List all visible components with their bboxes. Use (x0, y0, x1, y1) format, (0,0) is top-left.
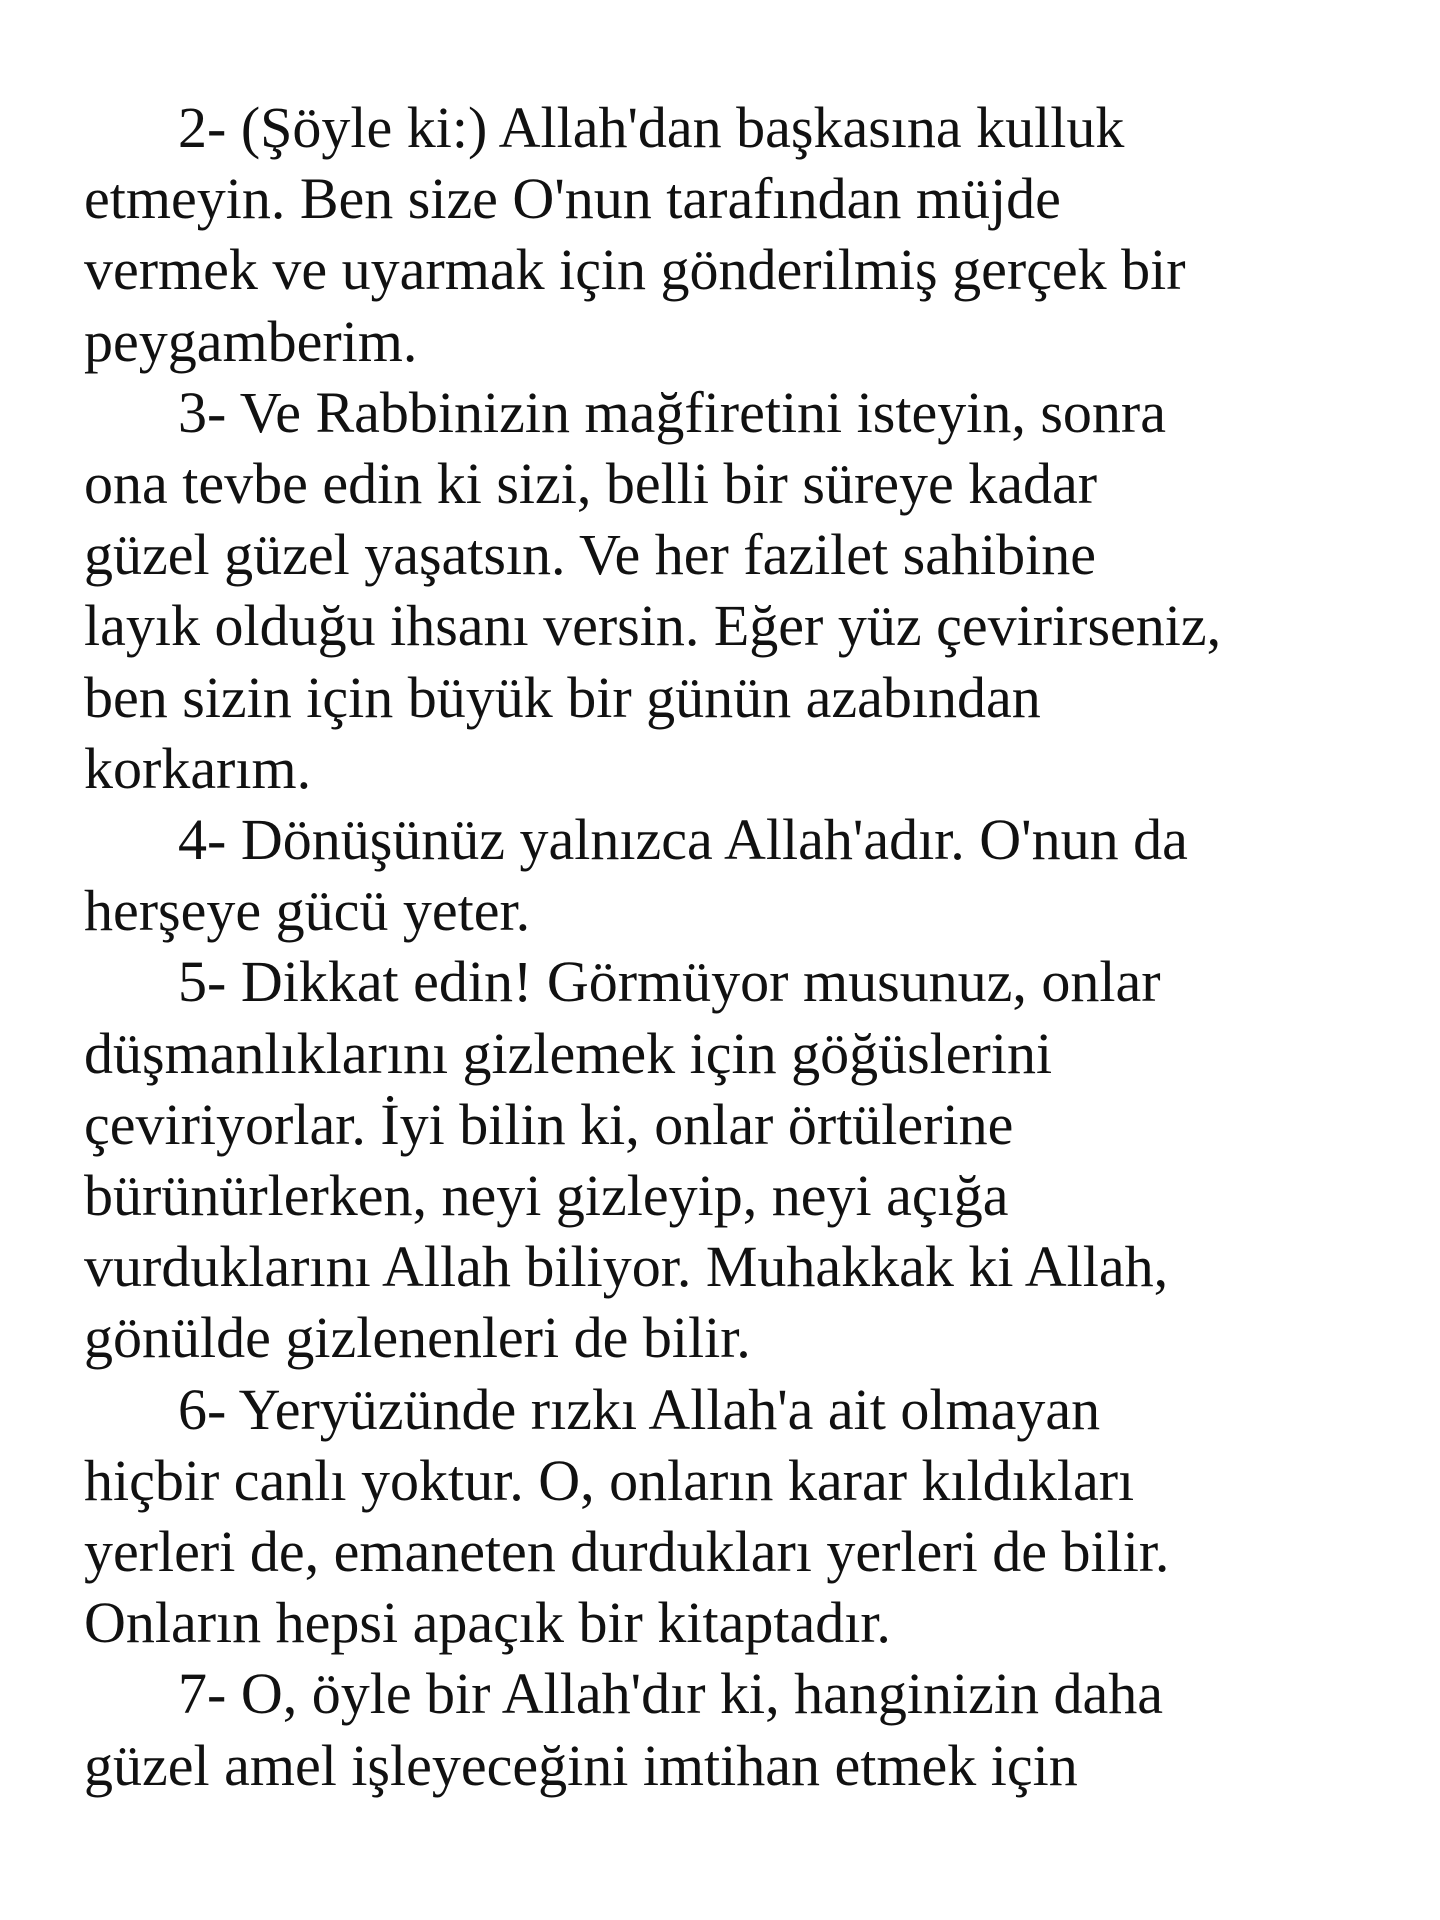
text-line: vurduklarını Allah biliyor. Muhakkak ki Allah, (84, 1234, 1169, 1300)
verse-2 (84, 92, 1414, 377)
text-line: bürünürlerken, neyi gizleyip, neyi açığa (84, 1163, 1009, 1229)
text-line: yerleri de, emaneten durdukları yerleri de bilir. (84, 1519, 1170, 1585)
text-line: vermek ve uyarmak için gönderilmiş gerçek bir (84, 237, 1186, 303)
text-line: 4- Dönüşünüz yalnızca Allah'adır. O'nun da (178, 807, 1188, 873)
text-line: güzel amel işleyeceğini imtihan etmek için (84, 1732, 1078, 1798)
text-line: ona tevbe edin ki sizi, belli bir süreye kadar (84, 451, 1098, 517)
text-line: 7- O, öyle bir Allah'dır ki, hanginizin daha (178, 1661, 1163, 1727)
text-line: korkarım. (84, 735, 312, 801)
text-line: layık olduğu ihsanı versin. Eğer yüz çevirirseniz, (84, 593, 1222, 659)
text-line: düşmanlıklarını gizlemek için göğüslerini (84, 1020, 1053, 1086)
verse-3 (84, 377, 1414, 804)
text-line: çeviriyorlar. İyi bilin ki, onlar örtülerine (84, 1091, 1014, 1157)
text-line: hiçbir canlı yoktur. O, onların karar kıldıkları (84, 1447, 1135, 1513)
text-line: Onların hepsi apaçık bir kitaptadır. (84, 1590, 891, 1656)
verse-5 (84, 946, 1414, 1373)
document-page (84, 92, 1414, 1801)
text-line: 3- Ve Rabbinizin mağfiretini isteyin, sonra (178, 379, 1166, 445)
text-line: 2- (Şöyle ki:) Allah'dan başkasına kulluk (178, 95, 1125, 160)
text-line: 6- Yeryüzünde rızkı Allah'a ait olmayan (178, 1376, 1101, 1442)
text-line: güzel güzel yaşatsın. Ve her fazilet sahibine (84, 522, 1096, 588)
text-line: peygamberim. (84, 308, 418, 374)
text-line: etmeyin. Ben size O'nun tarafından müjde (84, 166, 1061, 232)
text-line: ben sizin için büyük bir günün azabından (84, 664, 1041, 730)
text-line: gönülde gizlenenleri de bilir. (84, 1305, 751, 1371)
verse-6 (84, 1374, 1414, 1659)
verse-4 (84, 804, 1414, 946)
verse-7 (84, 1658, 1414, 1800)
text-line: 5- Dikkat edin! Görmüyor musunuz, onlar (178, 949, 1161, 1015)
text-line: herşeye gücü yeter. (84, 878, 531, 944)
